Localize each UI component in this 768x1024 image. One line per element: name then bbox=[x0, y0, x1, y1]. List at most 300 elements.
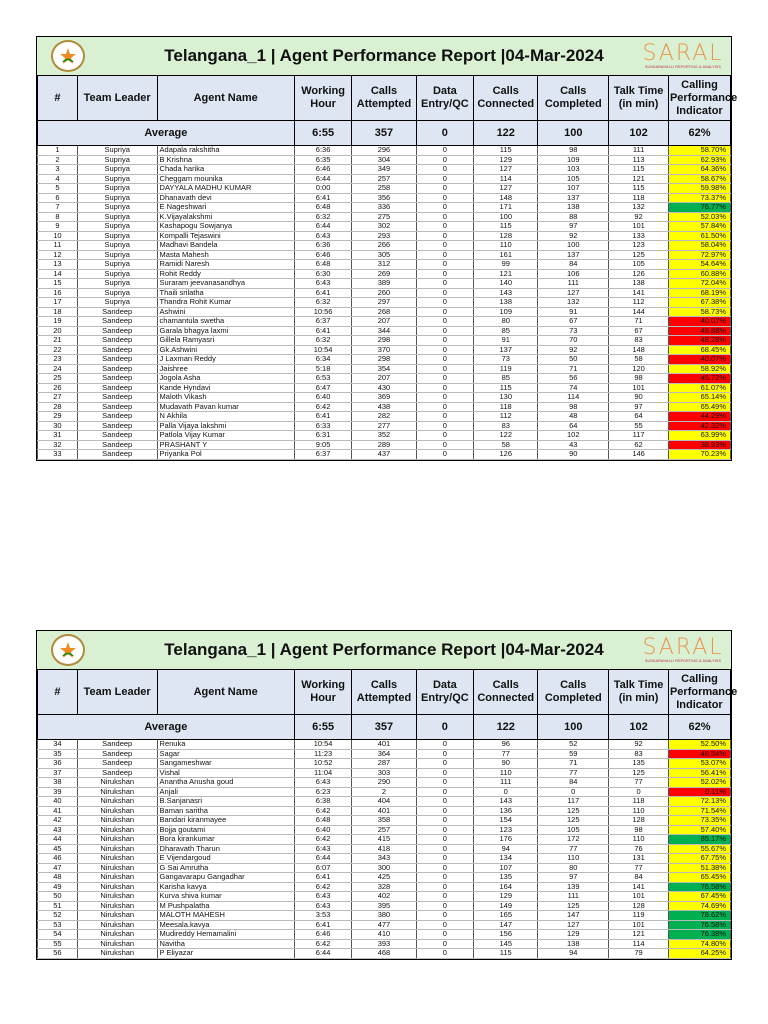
working-hour: 6:43 bbox=[294, 279, 352, 289]
agent-name: chamantula swetha bbox=[157, 317, 294, 327]
talk-time: 126 bbox=[609, 269, 669, 279]
calls-connected: 121 bbox=[474, 269, 538, 279]
cpi-value: 40.07% bbox=[668, 317, 730, 327]
calls-connected: 109 bbox=[474, 307, 538, 317]
calls-connected: 115 bbox=[474, 146, 538, 155]
team-leader: Nirukshan bbox=[77, 882, 157, 892]
average-row: Average 6:55 357 0 122 100 102 62% bbox=[38, 715, 731, 740]
calls-attempted: 293 bbox=[352, 231, 416, 241]
agent-name: Kashapogu Sowjanya bbox=[157, 222, 294, 232]
row-index: 30 bbox=[38, 421, 78, 431]
data-entry: 0 bbox=[416, 930, 474, 940]
calls-attempted: 260 bbox=[352, 288, 416, 298]
table-row bbox=[38, 241, 731, 251]
cpi-value: 67.38% bbox=[668, 298, 730, 308]
team-leader: Sandeep bbox=[77, 317, 157, 327]
col-talk-time: Talk Time (in min) bbox=[609, 76, 669, 121]
row-index: 22 bbox=[38, 345, 78, 355]
working-hour: 6:41 bbox=[294, 873, 352, 883]
working-hour: 6:43 bbox=[294, 231, 352, 241]
calls-completed: 73 bbox=[538, 326, 609, 336]
table-row bbox=[38, 431, 731, 441]
data-entry: 0 bbox=[416, 863, 474, 873]
data-entry: 0 bbox=[416, 364, 474, 374]
agent-name: Baman saritha bbox=[157, 806, 294, 816]
working-hour: 6:37 bbox=[294, 450, 352, 460]
table-row bbox=[38, 317, 731, 327]
data-entry: 0 bbox=[416, 250, 474, 260]
data-entry: 0 bbox=[416, 317, 474, 327]
row-index: 9 bbox=[38, 222, 78, 232]
calls-completed: 74 bbox=[538, 383, 609, 393]
col-calls-attempted: Calls Attempted bbox=[352, 76, 416, 121]
working-hour: 11:23 bbox=[294, 749, 352, 759]
talk-time: 98 bbox=[609, 825, 669, 835]
calls-connected: 136 bbox=[474, 806, 538, 816]
working-hour: 6:43 bbox=[294, 892, 352, 902]
table-row bbox=[38, 825, 731, 835]
calls-connected: 119 bbox=[474, 364, 538, 374]
row-index: 11 bbox=[38, 241, 78, 251]
talk-time: 131 bbox=[609, 854, 669, 864]
team-leader: Nirukshan bbox=[77, 911, 157, 921]
calls-connected: 154 bbox=[474, 816, 538, 826]
calls-connected: 94 bbox=[474, 844, 538, 854]
table-row bbox=[38, 835, 731, 845]
talk-time: 118 bbox=[609, 193, 669, 203]
calls-attempted: 282 bbox=[352, 412, 416, 422]
table-row bbox=[38, 930, 731, 940]
calls-attempted: 328 bbox=[352, 882, 416, 892]
calls-attempted: 395 bbox=[352, 901, 416, 911]
cpi-value: 65.14% bbox=[668, 393, 730, 403]
data-entry: 0 bbox=[416, 393, 474, 403]
calls-completed: 64 bbox=[538, 421, 609, 431]
agent-name: Dhanavath devi bbox=[157, 193, 294, 203]
working-hour: 6:44 bbox=[294, 174, 352, 184]
calls-connected: 115 bbox=[474, 383, 538, 393]
calls-connected: 176 bbox=[474, 835, 538, 845]
calls-connected: 91 bbox=[474, 336, 538, 346]
calls-connected: 118 bbox=[474, 402, 538, 412]
table-row bbox=[38, 440, 731, 450]
calls-attempted: 287 bbox=[352, 759, 416, 769]
team-leader: Supriya bbox=[77, 155, 157, 165]
table-row bbox=[38, 920, 731, 930]
team-leader: Sandeep bbox=[77, 336, 157, 346]
table-row bbox=[38, 336, 731, 346]
table-row bbox=[38, 345, 731, 355]
row-index: 13 bbox=[38, 260, 78, 270]
cpi-value: 40.07% bbox=[668, 355, 730, 365]
row-index: 41 bbox=[38, 806, 78, 816]
working-hour: 6:07 bbox=[294, 863, 352, 873]
average-label: Average bbox=[38, 121, 295, 146]
team-leader: Sandeep bbox=[77, 383, 157, 393]
report-table-1 bbox=[36, 36, 738, 461]
cpi-value: 48.28% bbox=[668, 336, 730, 346]
table-row bbox=[38, 787, 731, 797]
agent-name: P Eliyazar bbox=[157, 949, 294, 959]
row-index: 34 bbox=[38, 740, 78, 749]
data-entry: 0 bbox=[416, 844, 474, 854]
talk-time: 83 bbox=[609, 749, 669, 759]
talk-time: 62 bbox=[609, 440, 669, 450]
agent-name: Thandra Rohit Kumar bbox=[157, 298, 294, 308]
row-index: 19 bbox=[38, 317, 78, 327]
row-index: 46 bbox=[38, 854, 78, 864]
report-title-bar bbox=[37, 631, 731, 670]
row-index: 55 bbox=[38, 939, 78, 949]
report-table-2 bbox=[36, 630, 738, 960]
calls-attempted: 312 bbox=[352, 260, 416, 270]
calls-completed: 48 bbox=[538, 412, 609, 422]
calls-completed: 129 bbox=[538, 930, 609, 940]
agent-name: Vishal bbox=[157, 768, 294, 778]
data-entry: 0 bbox=[416, 740, 474, 749]
calls-attempted: 297 bbox=[352, 298, 416, 308]
calls-completed: 84 bbox=[538, 778, 609, 788]
calls-attempted: 300 bbox=[352, 863, 416, 873]
data-entry: 0 bbox=[416, 155, 474, 165]
agent-name: Anjali bbox=[157, 787, 294, 797]
working-hour: 6:43 bbox=[294, 844, 352, 854]
calls-attempted: 349 bbox=[352, 165, 416, 175]
agent-name: Gangavarapu Gangadhar bbox=[157, 873, 294, 883]
table-row bbox=[38, 882, 731, 892]
calls-connected: 110 bbox=[474, 241, 538, 251]
working-hour: 6:33 bbox=[294, 421, 352, 431]
average-row: Average 6:55 357 0 122 100 102 62% bbox=[38, 121, 731, 146]
col-index: # bbox=[38, 670, 78, 715]
calls-completed: 84 bbox=[538, 260, 609, 270]
team-leader: Sandeep bbox=[77, 345, 157, 355]
row-index: 29 bbox=[38, 412, 78, 422]
cpi-value: 65.49% bbox=[668, 402, 730, 412]
working-hour: 10:56 bbox=[294, 307, 352, 317]
cpi-value: 53.07% bbox=[668, 759, 730, 769]
working-hour: 10:54 bbox=[294, 345, 352, 355]
table-row bbox=[38, 231, 731, 241]
talk-time: 67 bbox=[609, 326, 669, 336]
calls-attempted: 336 bbox=[352, 203, 416, 213]
calls-completed: 110 bbox=[538, 854, 609, 864]
calls-connected: 137 bbox=[474, 345, 538, 355]
agent-name: N Akhila bbox=[157, 412, 294, 422]
calls-connected: 127 bbox=[474, 184, 538, 194]
working-hour: 6:42 bbox=[294, 806, 352, 816]
row-index: 27 bbox=[38, 393, 78, 403]
agent-name: Cheggam mounika bbox=[157, 174, 294, 184]
col-agent-name: Agent Name bbox=[157, 670, 294, 715]
data-entry: 0 bbox=[416, 355, 474, 365]
working-hour: 6:53 bbox=[294, 374, 352, 384]
calls-completed: 71 bbox=[538, 759, 609, 769]
data-entry: 0 bbox=[416, 260, 474, 270]
calls-connected: 112 bbox=[474, 412, 538, 422]
talk-time: 135 bbox=[609, 759, 669, 769]
calls-completed: 125 bbox=[538, 901, 609, 911]
working-hour: 6:42 bbox=[294, 882, 352, 892]
data-entry: 0 bbox=[416, 901, 474, 911]
calls-attempted: 410 bbox=[352, 930, 416, 940]
row-index: 4 bbox=[38, 174, 78, 184]
col-calls-completed: Calls Completed bbox=[538, 670, 609, 715]
calls-completed: 92 bbox=[538, 231, 609, 241]
talk-time: 101 bbox=[609, 222, 669, 232]
data-entry: 0 bbox=[416, 307, 474, 317]
data-entry: 0 bbox=[416, 949, 474, 959]
table-row bbox=[38, 939, 731, 949]
calls-completed: 106 bbox=[538, 269, 609, 279]
team-leader: Supriya bbox=[77, 174, 157, 184]
table-row bbox=[38, 797, 731, 807]
row-index: 12 bbox=[38, 250, 78, 260]
col-team-leader: Team Leader bbox=[77, 670, 157, 715]
working-hour: 5:18 bbox=[294, 364, 352, 374]
table-row bbox=[38, 749, 731, 759]
column-header bbox=[37, 670, 738, 740]
agent-name: Meesala.kavya bbox=[157, 920, 294, 930]
report-title: Telangana_1 | Agent Performance Report |04-Mar-2024 bbox=[164, 46, 604, 65]
table-row bbox=[38, 326, 731, 336]
agent-name: Patlola Vijay Kumar bbox=[157, 431, 294, 441]
calls-attempted: 344 bbox=[352, 326, 416, 336]
agent-name: Suraram jeevanasandhya bbox=[157, 279, 294, 289]
calls-connected: 115 bbox=[474, 949, 538, 959]
col-agent-name: Agent Name bbox=[157, 76, 294, 121]
calls-completed: 77 bbox=[538, 768, 609, 778]
agent-name: Chada harika bbox=[157, 165, 294, 175]
calls-attempted: 401 bbox=[352, 806, 416, 816]
talk-time: 111 bbox=[609, 146, 669, 155]
working-hour: 6:41 bbox=[294, 193, 352, 203]
calls-completed: 97 bbox=[538, 222, 609, 232]
row-index: 49 bbox=[38, 882, 78, 892]
cpi-value: 76.58% bbox=[668, 920, 730, 930]
cpi-value: 74.69% bbox=[668, 901, 730, 911]
team-leader: Nirukshan bbox=[77, 778, 157, 788]
table-row bbox=[38, 250, 731, 260]
table-row bbox=[38, 759, 731, 769]
calls-attempted: 425 bbox=[352, 873, 416, 883]
calls-completed: 138 bbox=[538, 203, 609, 213]
data-entry: 0 bbox=[416, 298, 474, 308]
team-leader: Nirukshan bbox=[77, 939, 157, 949]
working-hour: 6:23 bbox=[294, 787, 352, 797]
calls-attempted: 477 bbox=[352, 920, 416, 930]
table-row bbox=[38, 393, 731, 403]
talk-time: 77 bbox=[609, 778, 669, 788]
talk-time: 146 bbox=[609, 450, 669, 460]
data-entry: 0 bbox=[416, 146, 474, 155]
team-leader: Sandeep bbox=[77, 402, 157, 412]
table-row bbox=[38, 778, 731, 788]
calls-connected: 148 bbox=[474, 193, 538, 203]
talk-time: 128 bbox=[609, 901, 669, 911]
agent-name: B.Sanjanasri bbox=[157, 797, 294, 807]
team-leader: Supriya bbox=[77, 165, 157, 175]
row-index: 32 bbox=[38, 440, 78, 450]
working-hour: 6:42 bbox=[294, 939, 352, 949]
team-leader: Sandeep bbox=[77, 355, 157, 365]
col-data-entry: Data Entry/QC bbox=[416, 76, 474, 121]
calls-connected: 115 bbox=[474, 222, 538, 232]
cpi-value: 73.35% bbox=[668, 816, 730, 826]
cpi-value: 70.23% bbox=[668, 450, 730, 460]
saral-logo: SARAL SUNDARAHALLI REPORTING & ANALYSIS bbox=[642, 41, 724, 69]
cpi-value: 58.04% bbox=[668, 241, 730, 251]
calls-completed: 70 bbox=[538, 336, 609, 346]
talk-time: 55 bbox=[609, 421, 669, 431]
cpi-value: 48.54% bbox=[668, 749, 730, 759]
agent-name: Adapala rakshitha bbox=[157, 146, 294, 155]
talk-time: 118 bbox=[609, 797, 669, 807]
row-index: 51 bbox=[38, 901, 78, 911]
row-index: 36 bbox=[38, 759, 78, 769]
working-hour: 6:43 bbox=[294, 901, 352, 911]
agent-name: Rohit Reddy bbox=[157, 269, 294, 279]
row-index: 7 bbox=[38, 203, 78, 213]
table-row bbox=[38, 165, 731, 175]
agent-name: Madhavi Bandela bbox=[157, 241, 294, 251]
data-entry: 0 bbox=[416, 759, 474, 769]
cpi-value: 52.50% bbox=[668, 740, 730, 749]
cpi-value: 62.93% bbox=[668, 155, 730, 165]
table-row bbox=[38, 863, 731, 873]
cpi-value: 56.41% bbox=[668, 768, 730, 778]
cpi-value: 52.02% bbox=[668, 778, 730, 788]
data-entry: 0 bbox=[416, 165, 474, 175]
team-leader: Nirukshan bbox=[77, 892, 157, 902]
team-leader: Nirukshan bbox=[77, 901, 157, 911]
calls-attempted: 258 bbox=[352, 184, 416, 194]
row-index: 33 bbox=[38, 450, 78, 460]
row-index: 18 bbox=[38, 307, 78, 317]
team-leader: Supriya bbox=[77, 146, 157, 155]
calls-connected: 58 bbox=[474, 440, 538, 450]
col-calls-attempted: Calls Attempted bbox=[352, 670, 416, 715]
calls-attempted: 354 bbox=[352, 364, 416, 374]
table-row bbox=[38, 355, 731, 365]
cpi-value: 55.67% bbox=[668, 844, 730, 854]
calls-attempted: 358 bbox=[352, 816, 416, 826]
working-hour: 6:41 bbox=[294, 412, 352, 422]
row-index: 3 bbox=[38, 165, 78, 175]
row-index: 20 bbox=[38, 326, 78, 336]
agent-name: Ramidi Naresh bbox=[157, 260, 294, 270]
agent-name: Ashwini bbox=[157, 307, 294, 317]
data-entry: 0 bbox=[416, 873, 474, 883]
data-entry: 0 bbox=[416, 797, 474, 807]
data-entry: 0 bbox=[416, 450, 474, 460]
calls-completed: 172 bbox=[538, 835, 609, 845]
cpi-value: 76.38% bbox=[668, 930, 730, 940]
cpi-value: 57.40% bbox=[668, 825, 730, 835]
data-entry: 0 bbox=[416, 806, 474, 816]
data-entry: 0 bbox=[416, 222, 474, 232]
calls-connected: 90 bbox=[474, 759, 538, 769]
party-logo-icon bbox=[51, 40, 85, 72]
calls-connected: 149 bbox=[474, 901, 538, 911]
cpi-value: 85.17% bbox=[668, 835, 730, 845]
talk-time: 141 bbox=[609, 288, 669, 298]
calls-connected: 129 bbox=[474, 155, 538, 165]
agent-name: Sagar bbox=[157, 749, 294, 759]
talk-time: 141 bbox=[609, 882, 669, 892]
talk-time: 114 bbox=[609, 939, 669, 949]
report-title-bar bbox=[37, 37, 731, 76]
calls-completed: 105 bbox=[538, 825, 609, 835]
team-leader: Sandeep bbox=[77, 421, 157, 431]
team-leader: Sandeep bbox=[77, 374, 157, 384]
working-hour: 6:44 bbox=[294, 854, 352, 864]
data-entry: 0 bbox=[416, 854, 474, 864]
agent-name: Bandari kiranmayee bbox=[157, 816, 294, 826]
data-entry: 0 bbox=[416, 768, 474, 778]
calls-connected: 171 bbox=[474, 203, 538, 213]
team-leader: Sandeep bbox=[77, 768, 157, 778]
agent-name: Gillela Ramyasri bbox=[157, 336, 294, 346]
calls-completed: 94 bbox=[538, 949, 609, 959]
calls-completed: 138 bbox=[538, 939, 609, 949]
calls-completed: 80 bbox=[538, 863, 609, 873]
calls-connected: 85 bbox=[474, 326, 538, 336]
talk-time: 112 bbox=[609, 298, 669, 308]
cpi-value: 58.67% bbox=[668, 174, 730, 184]
cpi-value: 61.07% bbox=[668, 383, 730, 393]
cpi-value: 60.88% bbox=[668, 269, 730, 279]
agent-name: Priyanka Pol bbox=[157, 450, 294, 460]
data-entry: 0 bbox=[416, 326, 474, 336]
row-index: 38 bbox=[38, 778, 78, 788]
team-leader: Supriya bbox=[77, 260, 157, 270]
working-hour: 6:40 bbox=[294, 825, 352, 835]
calls-attempted: 269 bbox=[352, 269, 416, 279]
calls-attempted: 430 bbox=[352, 383, 416, 393]
agent-name: Anantha Anusha goud bbox=[157, 778, 294, 788]
calls-completed: 90 bbox=[538, 450, 609, 460]
average-label: Average bbox=[38, 715, 295, 740]
calls-completed: 0 bbox=[538, 787, 609, 797]
working-hour: 9:05 bbox=[294, 440, 352, 450]
calls-completed: 59 bbox=[538, 749, 609, 759]
cpi-value: 42.32% bbox=[668, 421, 730, 431]
data-entry: 0 bbox=[416, 892, 474, 902]
agent-name: MALOTH MAHESH bbox=[157, 911, 294, 921]
data-entry: 0 bbox=[416, 440, 474, 450]
calls-connected: 123 bbox=[474, 825, 538, 835]
agent-name: Maloth Vikash bbox=[157, 393, 294, 403]
team-leader: Nirukshan bbox=[77, 920, 157, 930]
talk-time: 98 bbox=[609, 374, 669, 384]
table-row bbox=[38, 383, 731, 393]
working-hour: 6:34 bbox=[294, 355, 352, 365]
calls-completed: 98 bbox=[538, 146, 609, 155]
table-row bbox=[38, 402, 731, 412]
team-leader: Nirukshan bbox=[77, 863, 157, 873]
calls-completed: 125 bbox=[538, 806, 609, 816]
calls-connected: 156 bbox=[474, 930, 538, 940]
row-index: 10 bbox=[38, 231, 78, 241]
calls-connected: 129 bbox=[474, 892, 538, 902]
team-leader: Nirukshan bbox=[77, 873, 157, 883]
cpi-value: 58.73% bbox=[668, 307, 730, 317]
table-row bbox=[38, 892, 731, 902]
data-entry: 0 bbox=[416, 336, 474, 346]
calls-connected: 145 bbox=[474, 939, 538, 949]
calls-completed: 114 bbox=[538, 393, 609, 403]
